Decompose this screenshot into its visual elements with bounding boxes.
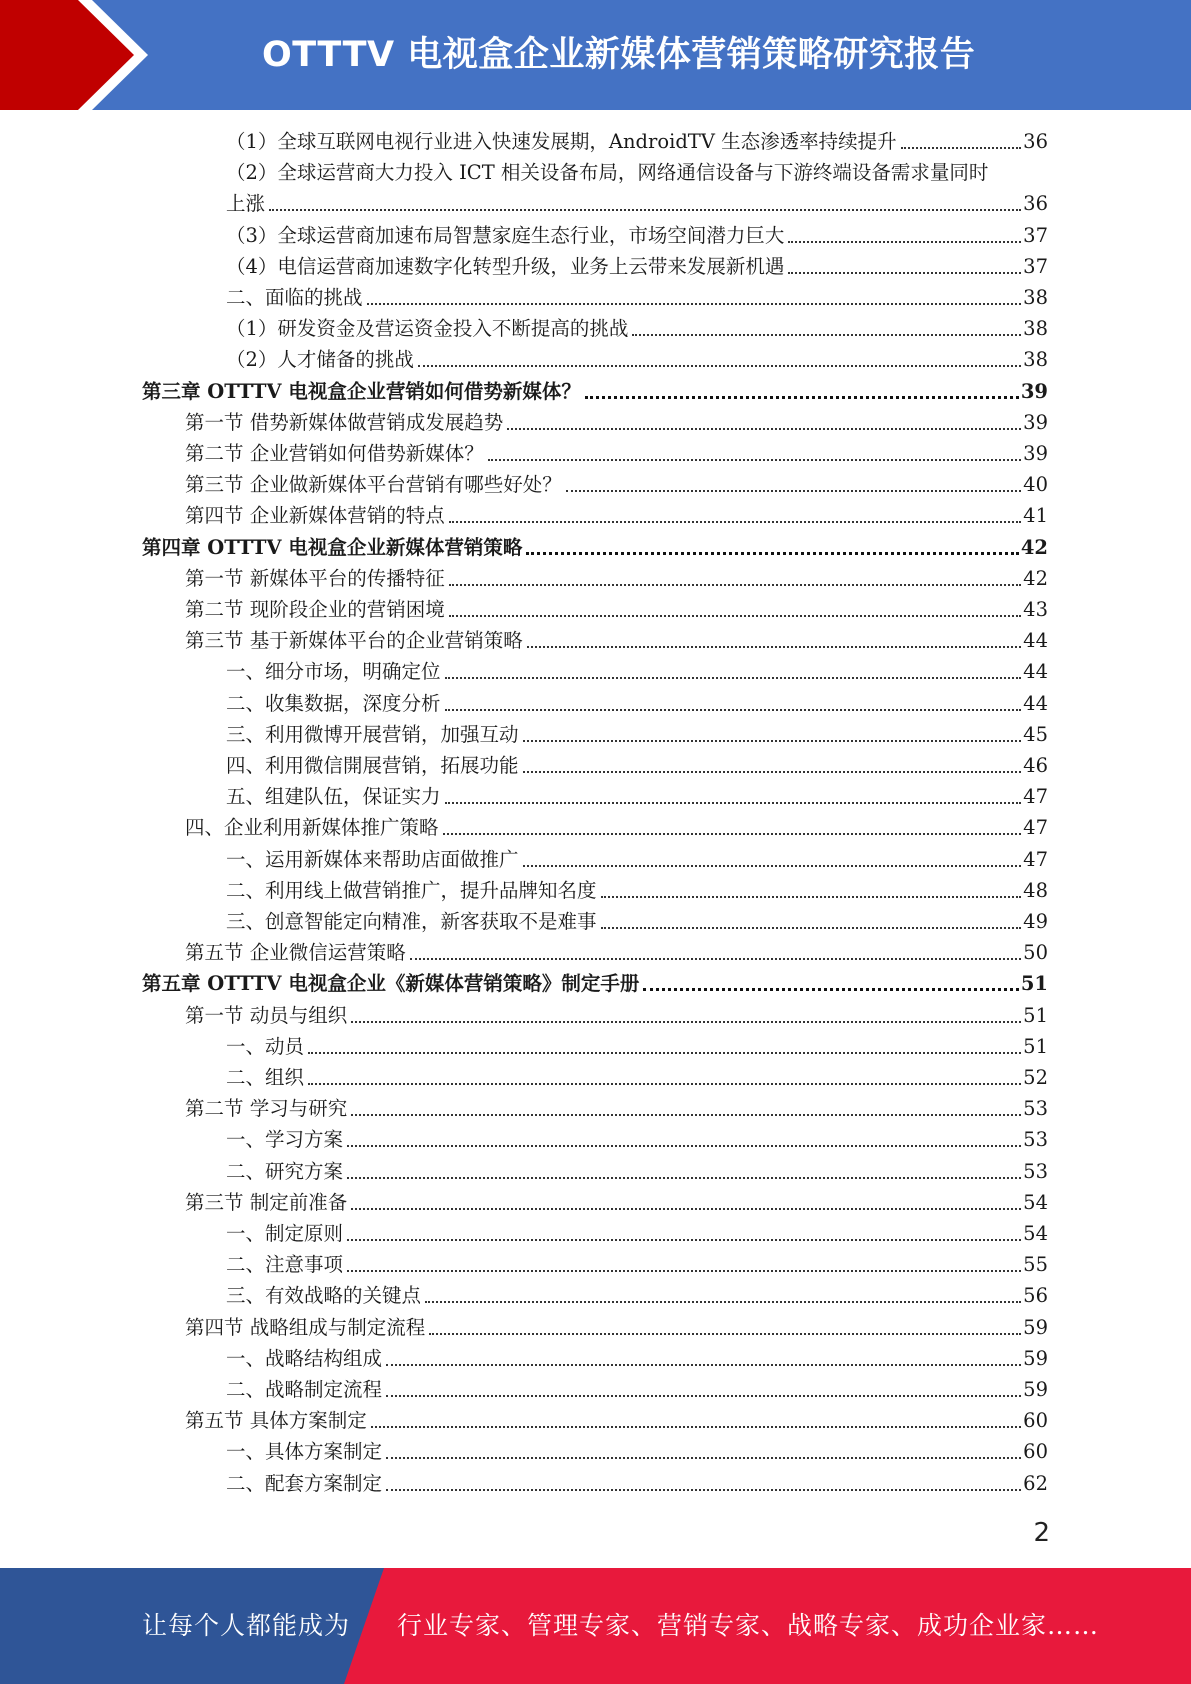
toc-entry[interactable]: [226, 1031, 1048, 1062]
toc-entry-title: 二、研究方案: [226, 1159, 344, 1183]
page-number: 2: [1033, 1518, 1050, 1548]
toc-entry-title: 第四节 企业新媒体营销的特点: [185, 504, 445, 528]
toc-dot-leader: [429, 1333, 1021, 1335]
toc-dot-leader: [523, 740, 1022, 742]
toc-page-number: 51: [1020, 972, 1048, 996]
toc-entry-title: 第三节 制定前准备: [185, 1190, 348, 1214]
toc-dot-leader: [445, 802, 1022, 804]
toc-dot-leader: [788, 272, 1021, 274]
toc-entry-title: 第五节 企业微信运营策略: [185, 941, 406, 965]
toc-entry[interactable]: [226, 688, 1048, 719]
toc-dot-leader: [449, 615, 1021, 617]
toc-page-number: 54: [1023, 1190, 1048, 1214]
toc-page-number: 56: [1023, 1284, 1048, 1308]
toc-dot-leader: [347, 1177, 1021, 1179]
toc-entry[interactable]: [185, 1405, 1048, 1436]
toc-page-number: 44: [1023, 629, 1048, 653]
toc-entry[interactable]: [185, 1187, 1048, 1218]
toc-entry[interactable]: [185, 594, 1048, 625]
toc-page-number: 60: [1023, 1409, 1048, 1433]
page-footer: [0, 1568, 1191, 1684]
toc-entry[interactable]: [226, 157, 1048, 188]
toc-page-number: 42: [1020, 535, 1048, 559]
report-title: OTTTV 电视盒企业新媒体营销策略研究报告: [262, 35, 976, 75]
toc-page-number: 36: [1023, 192, 1048, 216]
toc-entry-title: 第一节 动员与组织: [185, 1003, 348, 1027]
toc-page-number: 53: [1023, 1159, 1048, 1183]
toc-entry-title: （1）全球互联网电视行业进入快速发展期，AndroidTV 生态渗透率持续提升: [226, 130, 897, 153]
toc-dot-leader: [632, 334, 1021, 336]
toc-dot-leader: [527, 646, 1021, 648]
toc-page-number: 38: [1023, 286, 1048, 309]
toc-page-number: 43: [1023, 598, 1048, 621]
toc-entry-title: 二、面临的挑战: [226, 286, 363, 309]
toc-dot-leader: [351, 1114, 1021, 1116]
toc-dot-leader: [488, 459, 1021, 461]
toc-entry[interactable]: [185, 1093, 1048, 1124]
toc-entry-title: 一、具体方案制定: [226, 1440, 383, 1464]
toc-dot-leader: [367, 303, 1022, 305]
toc-entry-title: 第五章 OTTTV 电视盒企业《新媒体营销策略》制定手册: [142, 972, 640, 996]
toc-dot-leader: [788, 241, 1021, 243]
toc-entry-title: 二、组织: [226, 1066, 305, 1089]
toc-dot-leader: [418, 365, 1021, 367]
toc-entry-title: （4）电信运营商加速数字化转型升级，业务上云带来发展新机遇: [226, 254, 785, 278]
toc-entry[interactable]: [226, 220, 1048, 251]
toc-entry-title: 二、战略制定流程: [226, 1378, 383, 1401]
toc-entry[interactable]: [185, 812, 1048, 843]
toc-chapter-entry[interactable]: [142, 532, 1048, 563]
toc-entry-title: 第四章 OTTTV 电视盒企业新媒体营销策略: [142, 535, 523, 559]
toc-entry-title: 二、注意事项: [226, 1253, 344, 1277]
toc-page-number: 59: [1023, 1315, 1048, 1339]
toc-page-number: 41: [1023, 504, 1048, 528]
toc-dot-leader: [386, 1489, 1021, 1491]
toc-entry[interactable]: [226, 1156, 1048, 1187]
toc-entry[interactable]: [226, 1062, 1048, 1093]
toc-entry[interactable]: [226, 251, 1048, 282]
toc-page-number: 38: [1023, 348, 1048, 372]
toc-dot-leader: [523, 771, 1022, 773]
toc-dot-leader: [386, 1457, 1021, 1459]
toc-entry-title: 一、战略结构组成: [226, 1346, 383, 1370]
toc-page-number: 44: [1023, 691, 1048, 715]
toc-entry-title: 第三节 基于新媒体平台的企业营销策略: [185, 629, 523, 653]
toc-entry-title: 二、利用线上做营销推广，提升品牌知名度: [226, 878, 597, 902]
footer-slogan-right: 行业专家、管理专家、营销专家、战略专家、成功企业家……: [397, 1611, 1100, 1640]
toc-dot-leader: [410, 958, 1021, 960]
toc-dot-leader: [901, 147, 1022, 149]
toc-entry-title: 四、企业利用新媒体推广策略: [185, 816, 439, 840]
toc-page-number: 47: [1023, 847, 1048, 871]
toc-page-number: 60: [1023, 1440, 1048, 1464]
toc-page-number: 59: [1023, 1346, 1048, 1370]
toc-entry[interactable]: [226, 1374, 1048, 1405]
toc-page-number: 59: [1023, 1378, 1048, 1401]
toc-page-number: 47: [1023, 816, 1048, 840]
toc-page-number: 54: [1023, 1222, 1048, 1245]
toc-entry[interactable]: [226, 1436, 1048, 1467]
toc-entry[interactable]: [226, 1218, 1048, 1249]
toc-entry[interactable]: [185, 1312, 1048, 1343]
toc-page-number: 51: [1023, 1003, 1048, 1027]
toc-entry[interactable]: [226, 1249, 1048, 1280]
footer-slogan-left: 让每个人都能成为: [142, 1611, 351, 1640]
toc-entry-title: 一、动员: [226, 1034, 305, 1058]
toc-entry-title: 一、学习方案: [226, 1128, 344, 1152]
toc-page-number: 52: [1023, 1066, 1048, 1089]
page-header: [0, 0, 1191, 110]
toc-page-number: 37: [1023, 223, 1048, 247]
toc-page-number: 53: [1023, 1097, 1048, 1121]
toc-entry[interactable]: [185, 937, 1048, 968]
toc-entry[interactable]: [185, 469, 1048, 500]
toc-entry[interactable]: [226, 1124, 1048, 1155]
toc-dot-leader: [308, 1083, 1021, 1085]
toc-dot-leader: [601, 927, 1022, 929]
toc-page-number: 53: [1023, 1128, 1048, 1152]
toc-chapter-entry[interactable]: [142, 968, 1048, 999]
toc-page-number: 47: [1023, 785, 1048, 809]
toc-chapter-entry[interactable]: [142, 376, 1048, 407]
toc-dot-leader: [585, 396, 1019, 399]
toc-page-number: 39: [1020, 379, 1048, 403]
toc-entry[interactable]: [226, 750, 1048, 781]
toc-entry-title: 第二节 学习与研究: [185, 1097, 348, 1121]
toc-dot-leader: [445, 709, 1022, 711]
header-chevron-icon: [0, 0, 150, 110]
toc-page-number: 36: [1023, 130, 1048, 153]
toc-dot-leader: [601, 896, 1022, 898]
toc-entry[interactable]: [226, 719, 1048, 750]
toc-entry-title: （2）人才储备的挑战: [226, 348, 414, 372]
toc-entry[interactable]: [226, 875, 1048, 906]
toc-entry-title: 一、细分市场，明确定位: [226, 660, 441, 684]
toc-dot-leader: [425, 1301, 1021, 1303]
toc-entry-title: 第四节 战略组成与制定流程: [185, 1315, 426, 1339]
toc-dot-leader: [507, 428, 1021, 430]
toc-dot-leader: [269, 209, 1021, 211]
toc-dot-leader: [449, 521, 1021, 523]
toc-page-number: 37: [1023, 254, 1048, 278]
toc-entry-title: 第一节 借势新媒体做营销成发展趋势: [185, 410, 504, 434]
toc-entry[interactable]: [226, 344, 1048, 375]
toc-entry-title: 三、利用微博开展营销，加强互动: [226, 722, 519, 746]
toc-entry[interactable]: [226, 188, 1048, 219]
toc-entry-title: 五、组建队伍，保证实力: [226, 785, 441, 809]
toc-entry[interactable]: [185, 500, 1048, 531]
toc-dot-leader: [347, 1145, 1021, 1147]
toc-page-number: 39: [1023, 442, 1048, 465]
toc-entry-title: （1）研发资金及营运资金投入不断提高的挑战: [226, 317, 629, 341]
toc-entry-title: 一、运用新媒体来帮助店面做推广: [226, 847, 519, 871]
toc-entry-title: 一、制定原则: [226, 1222, 344, 1245]
toc-page-number: 40: [1023, 473, 1048, 497]
toc-page-number: 55: [1023, 1253, 1048, 1277]
toc-entry[interactable]: [226, 1280, 1048, 1311]
toc-entry[interactable]: [226, 844, 1048, 875]
toc-entry-title: 第二节 现阶段企业的营销困境: [185, 598, 445, 621]
toc-entry-title: （3）全球运营商加速布局智慧家庭生态行业，市场空间潜力巨大: [226, 223, 785, 247]
toc-entry[interactable]: [185, 438, 1048, 469]
toc-dot-leader: [347, 1270, 1021, 1272]
toc-dot-leader: [445, 677, 1022, 679]
toc-entry[interactable]: [185, 563, 1048, 594]
toc-entry-title: 二、收集数据，深度分析: [226, 691, 441, 715]
toc-page-number: 51: [1023, 1034, 1048, 1058]
toc-dot-leader: [351, 1208, 1021, 1210]
toc-page-number: 42: [1023, 566, 1048, 590]
toc-dot-leader: [643, 988, 1019, 991]
toc-entry[interactable]: [226, 906, 1048, 937]
toc-page-number: 48: [1023, 878, 1048, 902]
toc-dot-leader: [443, 833, 1022, 835]
toc-entry-title: 第二节 企业营销如何借势新媒体？: [185, 442, 484, 465]
toc-dot-leader: [347, 1239, 1021, 1241]
toc-dot-leader: [351, 1021, 1021, 1023]
toc-entry-title: 上涨: [226, 192, 266, 216]
toc-entry-title: 第一节 新媒体平台的传播特征: [185, 566, 445, 590]
toc-entry-title: 第三章 OTTTV 电视盒企业营销如何借势新媒体？: [142, 379, 581, 403]
toc-page-number: 46: [1023, 754, 1048, 777]
toc-page-number: 49: [1023, 910, 1048, 933]
toc-dot-leader: [566, 490, 1021, 492]
toc-entry[interactable]: [226, 781, 1048, 812]
toc-entry[interactable]: [185, 407, 1048, 438]
toc-dot-leader: [308, 1052, 1021, 1054]
toc-page-number: 39: [1023, 410, 1048, 434]
toc-page-number: 45: [1023, 722, 1048, 746]
toc-entry-title: 三、有效战略的关键点: [226, 1284, 422, 1308]
toc-dot-leader: [386, 1395, 1021, 1397]
toc-dot-leader: [386, 1364, 1021, 1366]
toc-entry[interactable]: [226, 282, 1048, 313]
toc-dot-leader: [371, 1426, 1021, 1428]
toc-entry-title: 二、配套方案制定: [226, 1471, 383, 1495]
toc-entry-title: 四、利用微信開展营销，拓展功能: [226, 754, 519, 777]
toc-entry-title: 第五节 具体方案制定: [185, 1409, 367, 1433]
toc-entry[interactable]: [185, 625, 1048, 656]
toc-page-number: 44: [1023, 660, 1048, 684]
toc-dot-leader: [449, 584, 1021, 586]
toc-entry-title: 三、创意智能定向精准，新客获取不是难事: [226, 910, 597, 933]
toc-entry[interactable]: [226, 1343, 1048, 1374]
toc-page-number: 62: [1023, 1471, 1048, 1495]
toc-entry[interactable]: [226, 1468, 1048, 1499]
toc-page-number: 38: [1023, 317, 1048, 341]
toc-entry[interactable]: [226, 656, 1048, 687]
toc-entry[interactable]: [185, 1000, 1048, 1031]
toc-entry-title: 第三节 企业做新媒体平台营销有哪些好处？: [185, 473, 562, 497]
toc-page-number: 50: [1023, 941, 1048, 965]
toc-entry-title: （2）全球运营商大力投入 ICT 相关设备布局，网络通信设备与下游终端设备需求量同时: [226, 161, 989, 185]
toc-dot-leader: [523, 865, 1022, 867]
toc-entry[interactable]: [226, 313, 1048, 344]
toc-dot-leader: [526, 552, 1019, 555]
toc-entry[interactable]: [226, 126, 1048, 157]
